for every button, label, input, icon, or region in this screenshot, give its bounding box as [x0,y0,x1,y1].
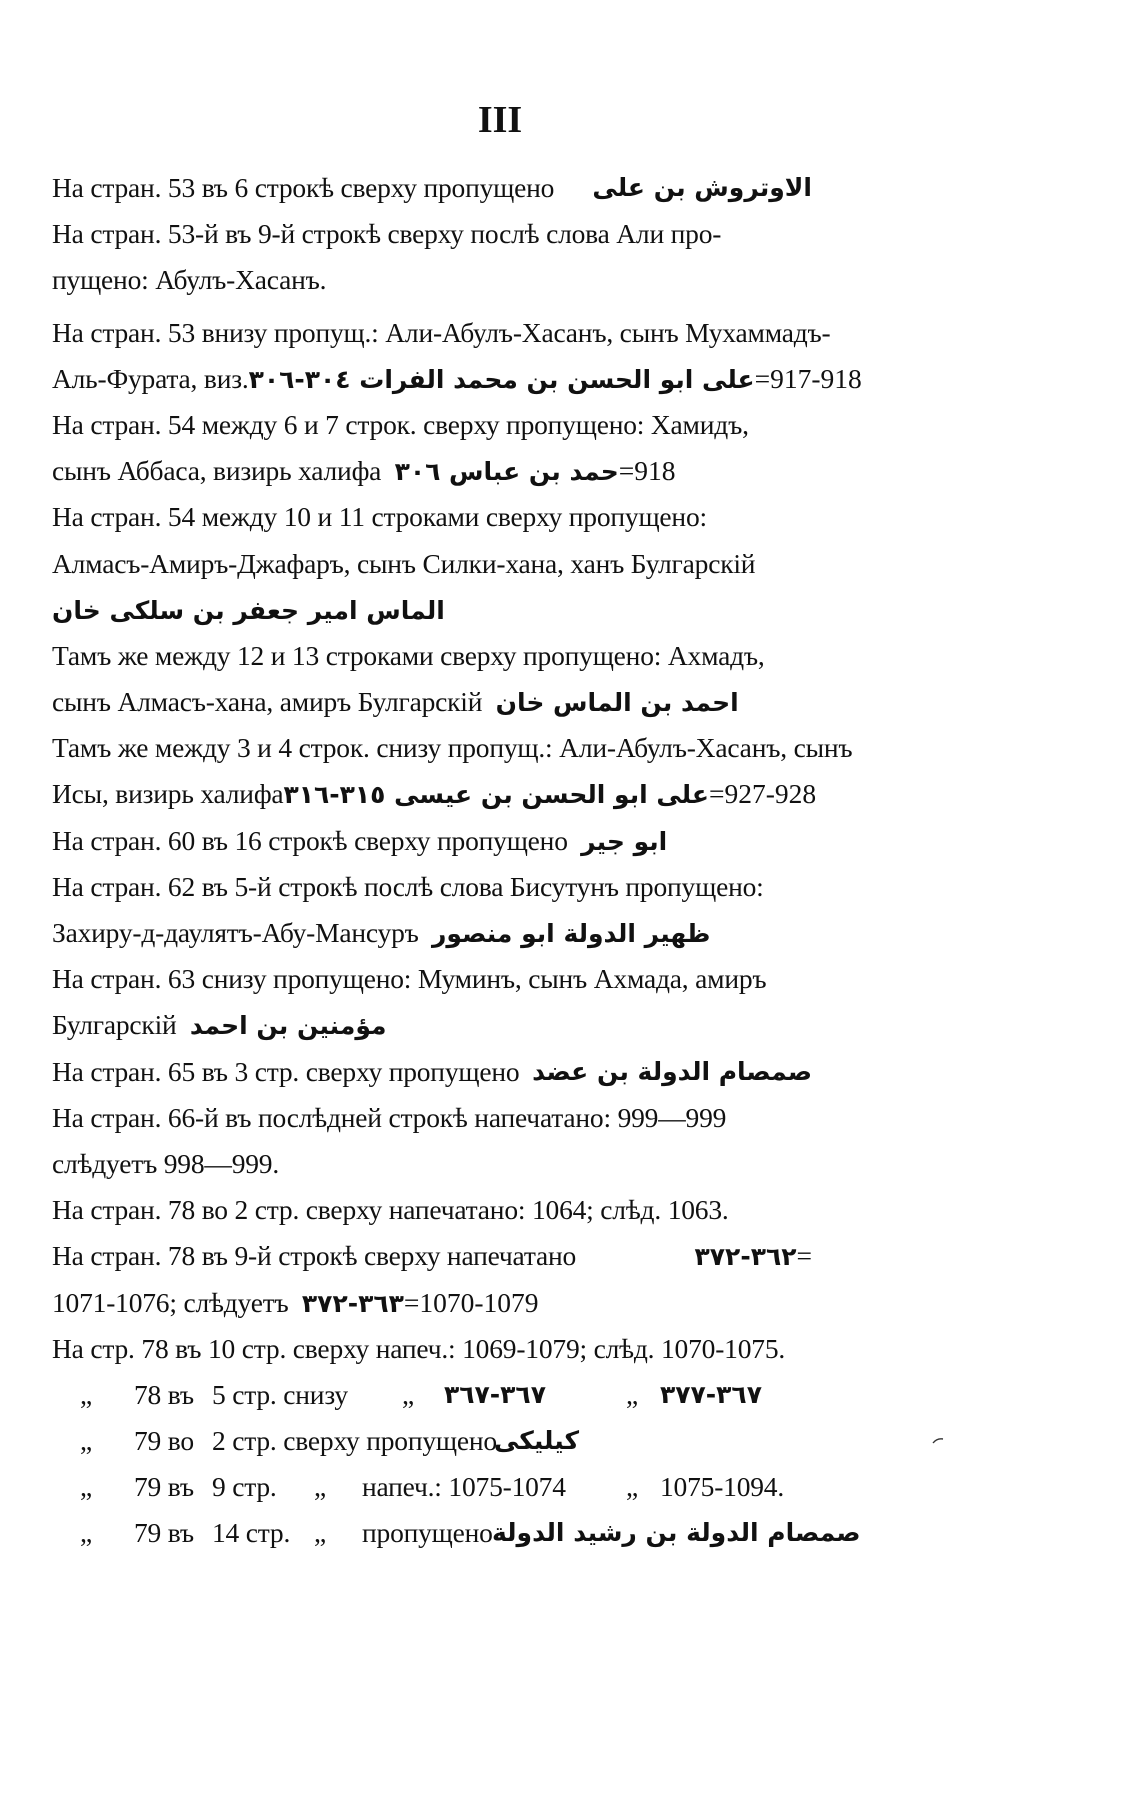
errata-line: На стран. 62 въ 5-й строкѣ послѣ слова Бисутунъ пропущено: [52,870,764,902]
errata-line: слѣдуетъ 998—999. [52,1147,280,1179]
arabic-text: ٣٦٧-٣٧٧ [660,1379,762,1409]
errata-line: На стран. 54 между 10 и 11 строками сверху пропущено: [52,501,707,533]
errata-line: Аль-Фурата, виз. علی ابو الحسن بن محمد الفرات ٣٠٤-٣٠٦=917-918 [52,362,862,394]
errata-line [52,587,812,633]
arabic-text: حمد بن عباس ٣٠٦ [394,457,619,487]
arabic-text: صمصام الدولة بن رشید الدولة [492,1518,861,1548]
arabic-text: کیلیکی [494,1426,579,1456]
errata-line: Исы, визирь халифа علی ابو الحسن بن عیسی ٣١٥-٣١٦=927-928 [52,778,817,810]
arabic-text: ٣٦٧-٣٦٧ [444,1379,546,1409]
errata-line: На стр. 78 въ 10 стр. сверху напеч.: 1069-1079; слѣд. 1070-1075. [52,1332,786,1364]
errata-text [52,165,862,1557]
arabic-text: صمصام الدولة بن عضد [532,1056,812,1086]
arabic-text: مؤمنین بن احمد [189,1011,387,1041]
errata-table-row: „ 79 въ 14 стр. „ пропущено صمصام الدولة بن رشید الدولة [52,1510,812,1556]
errata-line: На стран. 53-й въ 9-й строкѣ сверху послѣ слова Али про- [52,218,722,250]
page-number: III [477,99,523,141]
errata-line: сынъ Алмасъ-хана, амиръ Булгарскій احمد بن الماس خان [52,686,739,718]
errata-line: На стран. 66-й въ послѣдней строкѣ напечатано: 999—999 [52,1101,727,1133]
arabic-text: ٣٦٢-٣٧٢ [694,1242,797,1272]
errata-table-row: „ 78 въ 5 стр. снизу „ ٣٦٧-٣٦٧ „ ٣٦٧-٣٧٧ [52,1372,812,1418]
arabic-text: ابو جیر [581,826,668,856]
errata-line: На стран. 65 въ 3 стр. сверху пропущено صمصام الدولة بن عضد [52,1049,812,1095]
errata-line: На стран. 54 между 6 и 7 строк. сверху пропущено: Хамидъ, [52,408,749,440]
errata-table-row: „ 79 во 2 стр. сверху пропущено کیلیکی [52,1418,812,1464]
errata-line: На стран. 53 внизу пропущ.: Али-Абулъ-Хасанъ, сынъ Мухаммадъ- [52,316,831,348]
arabic-text: احمد بن الماس خان [495,688,739,718]
errata-line: 1071-1076; слѣдуетъ ٣٦٣-٣٧٢=1070-1079 [52,1286,539,1318]
arabic-text: علی ابو الحسن بن عیسی ٣١٥-٣١٦ [283,780,709,810]
errata-line: пущено: Абулъ-Хасанъ. [52,264,327,296]
errata-line: Алмасъ-Амиръ-Джафаръ, сынъ Силки-хана, ханъ Булгарскій [52,547,756,579]
errata-line: Булгарскій مؤمنین بن احمد [52,1009,387,1041]
arabic-text: ٣٦٣-٣٧٢ [301,1288,404,1318]
errata-table-row: „ 79 въ 9 стр. „ напеч.: 1075-1074 „ 1075-1094. [80,1471,785,1503]
errata-line: На стран. 63 снизу пропущено: Муминъ, сынъ Ахмада, амиръ [52,963,767,995]
errata-line: На стран. 60 въ 16 строкѣ сверху пропущено ابو جیر [52,824,668,856]
arabic-text: الاوتروش بن علی [592,173,812,202]
arabic-text: علی ابو الحسن بن محمد الفرات ٣٠٤-٣٠٦ [248,364,755,394]
errata-line: Тамъ же между 3 и 4 строк. снизу пропущ.: Али-Абулъ-Хасанъ, сынъ [52,732,853,764]
errata-line: Тамъ же между 12 и 13 строками сверху пропущено: Ахмадъ, [52,639,765,671]
errata-line: Захиру-д-даулятъ-Абу-Мансуръ ظهیر الدولة ابو منصور [52,917,711,948]
errata-line: На стран. 78 въ 9-й строкѣ сверху напечатано ٣٦٢-٣٧٢= [52,1240,812,1272]
ink-mark [932,1437,944,1445]
errata-line: На стран. 53 въ 6 строкѣ сверху пропущено الاوتروش بن علی [52,165,812,211]
arabic-text: ظهیر الدولة ابو منصور [432,919,711,948]
errata-line: сынъ Аббаса, визирь халифа حمد بن عباس ٣٠٦=918 [52,455,676,487]
arabic-text: الماس امیر جعفر بن سلکی خان [52,595,445,625]
errata-line: На стран. 78 во 2 стр. сверху напечатано: 1064; слѣд. 1063. [52,1194,729,1226]
